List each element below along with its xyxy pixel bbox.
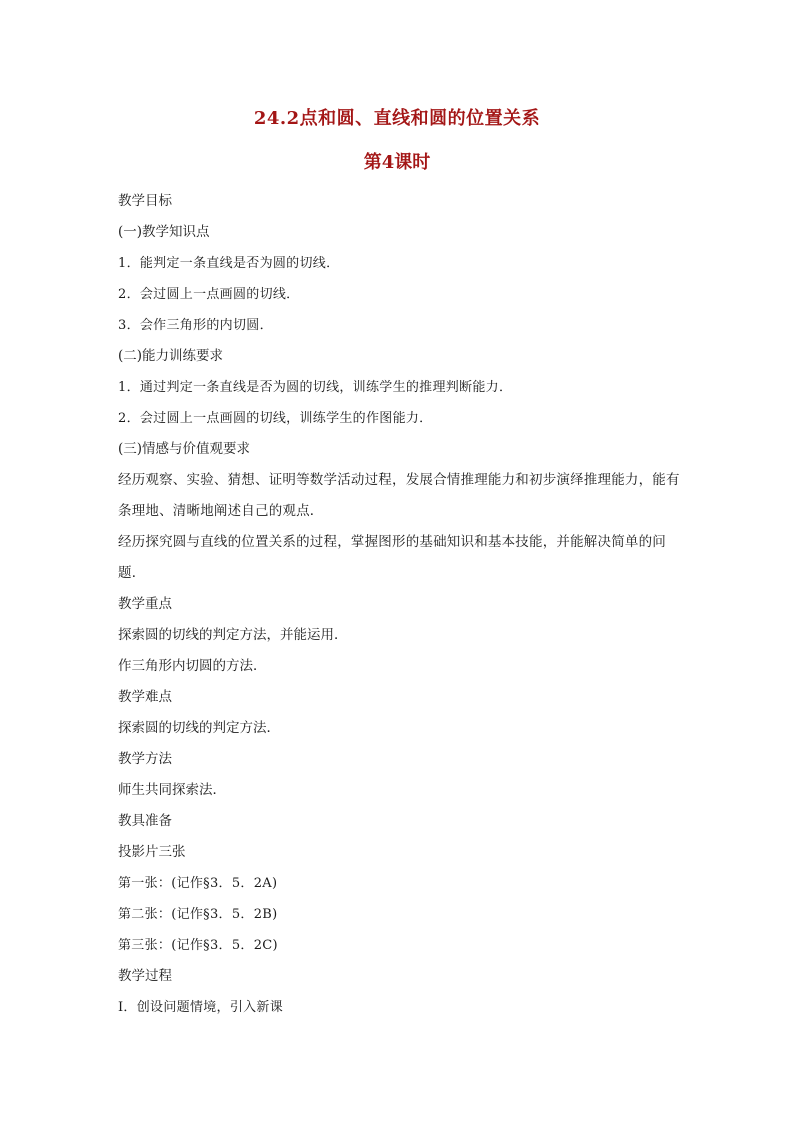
paragraph: 经历探究圆与直线的位置关系的过程，掌握图形的基础知识和基本技能，并能解决简单的问题． — [118, 534, 666, 581]
subsection-heading: (二)能力训练要求 — [118, 348, 224, 364]
list-item: 2．会过圆上一点画圆的切线． — [118, 287, 300, 302]
body-line: 探索圆的切线的判定方法，并能运用． — [118, 627, 348, 643]
subsection-heading: (三)情感与价值观要求 — [118, 441, 251, 457]
list-item: Ⅰ．创设问题情境，引入新课 — [118, 1000, 284, 1015]
section-heading: 教学难点 — [118, 689, 172, 705]
document-title: 24.2点和圆、直线和圆的位置关系 — [253, 108, 541, 129]
list-item: 2．会过圆上一点画圆的切线，训练学生的作图能力． — [118, 411, 433, 426]
list-item: 第三张：(记作§3．5．2C) — [118, 938, 278, 953]
section-heading: 教具准备 — [118, 813, 172, 829]
list-item: 第二张：(记作§3．5．2B) — [118, 907, 278, 922]
paragraph: 经历观察、实验、猜想、证明等数学活动过程，发展合情推理能力和初步演绎推理能力，能有条理地、清晰地阐述自己的观点． — [118, 472, 680, 519]
subsection-heading: (一)教学知识点 — [118, 224, 210, 240]
list-item: 1．通过判定一条直线是否为圆的切线，训练学生的推理判断能力． — [118, 380, 513, 395]
document-body — [118, 186, 684, 1023]
section-heading: 教学过程 — [118, 968, 172, 984]
section-heading: 教学方法 — [118, 751, 172, 767]
list-item: 第一张：(记作§3．5．2A) — [118, 876, 278, 891]
section-heading: 教学重点 — [118, 596, 172, 612]
document-subtitle: 第4课时 — [363, 152, 431, 173]
body-line: 探索圆的切线的判定方法． — [118, 720, 280, 736]
list-item: 3．会作三角形的内切圆． — [118, 318, 273, 333]
list-item: 1．能判定一条直线是否为圆的切线． — [118, 256, 340, 271]
body-line: 师生共同探索法． — [118, 782, 226, 798]
body-line: 投影片三张 — [118, 844, 186, 860]
body-line: 作三角形内切圆的方法． — [118, 658, 267, 674]
section-heading: 教学目标 — [118, 193, 172, 209]
